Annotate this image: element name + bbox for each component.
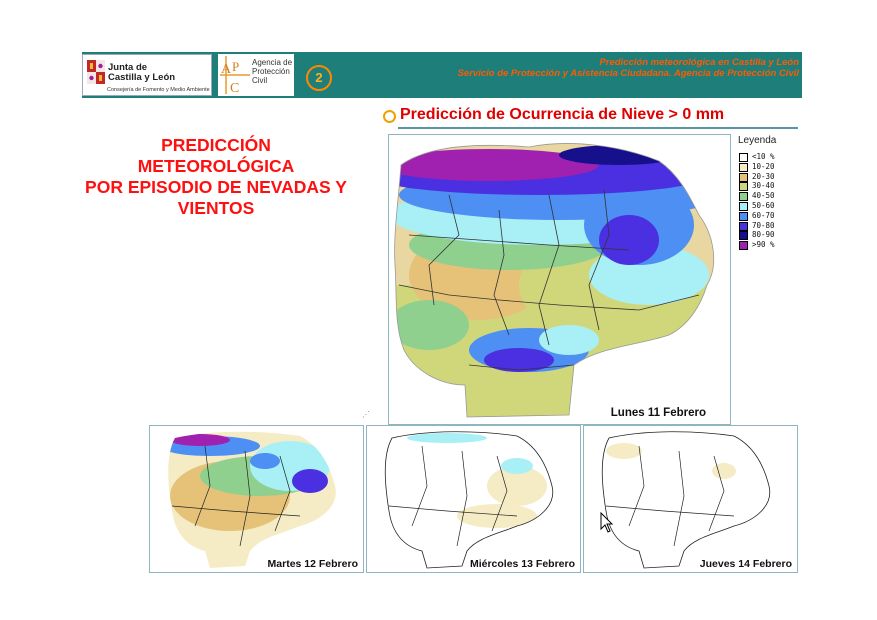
svg-text:C: C [230,81,240,96]
slide-number-badge: 2 [306,65,332,91]
legend-label: 30-40 [752,181,775,191]
svg-text:P: P [232,59,240,74]
main-title-line2: METEOROLÓGICA [137,156,295,176]
legend-title: Leyenda [738,135,777,146]
map-day-label: Lunes 11 Febrero [610,407,706,419]
apc-name: Agencia de Protección Civil [252,58,293,85]
legend-swatch [739,241,748,250]
org-subtitle: Consejería de Fomento y Medio Ambiente [107,87,210,93]
snow-map-monday[interactable] [388,134,731,425]
coat-of-arms-icon [87,60,105,84]
junta-logo [82,54,212,96]
legend-swatch [739,182,748,191]
section-heading [383,105,803,129]
svg-text:A: A [221,62,232,77]
org-name-line1: Junta de [108,62,148,73]
legend-label: 60-70 [752,210,775,220]
legend [738,135,798,250]
bullet-icon [383,110,396,123]
map-day-label: Jueves 14 Febrero [699,558,792,570]
map-graphic [389,135,731,425]
legend-item [738,172,798,182]
mouse-cursor-icon [600,512,614,534]
legend-item [738,240,798,250]
legend-label: <10 % [752,152,775,161]
legend-item [738,221,798,231]
legend-label: 80-90 [752,230,775,240]
legend-item [738,152,798,162]
legend-label: 10-20 [752,161,775,171]
legend-item [738,230,798,240]
main-title-line3: POR EPISODIO DE NEVADAS Y [85,177,347,197]
main-title [66,135,366,219]
map-graphic [367,426,581,573]
legend-swatch [739,222,748,231]
legend-swatch [739,153,748,162]
section-heading-text: Predicción de Ocurrencia de Nieve > 0 mm [400,106,725,123]
main-title-line4: VIENTOS [177,198,255,218]
snow-map-thursday[interactable] [583,425,798,573]
legend-swatch [739,212,748,221]
map-graphic [150,426,364,573]
legend-swatch [739,202,748,211]
header-title-line2: Servicio de Protección y Asistencia Ciudadana. Agencia de Protección Civil [457,68,799,79]
resize-grip-icon[interactable]: ⋰ [362,410,370,419]
map-day-label: Miércoles 13 Febrero [469,558,575,570]
legend-swatch [739,163,748,172]
legend-label: 70-80 [752,220,775,230]
org-name-line2: Castilla y León [108,72,176,83]
apc-logo [218,54,294,96]
legend-item [738,191,798,201]
legend-item [738,201,798,211]
apc-monogram-icon [218,54,252,96]
map-day-label: Martes 12 Febrero [267,558,358,570]
header-title-line1: Predicción meteorológica en Castilla y León [599,57,799,68]
legend-label: >90 % [752,240,775,250]
heading-underline [398,127,798,129]
legend-item [738,162,798,172]
legend-swatch [739,231,748,240]
legend-label: 40-50 [752,191,775,201]
snow-map-tuesday[interactable] [149,425,364,573]
legend-swatch [739,192,748,201]
legend-item [738,181,798,191]
snow-map-wednesday[interactable] [366,425,581,573]
main-title-line1: PREDICCIÓN [161,135,271,155]
legend-label: 50-60 [752,200,775,210]
legend-label: 20-30 [752,171,775,181]
map-graphic [584,426,798,573]
legend-swatch [739,173,748,182]
legend-item [738,211,798,221]
